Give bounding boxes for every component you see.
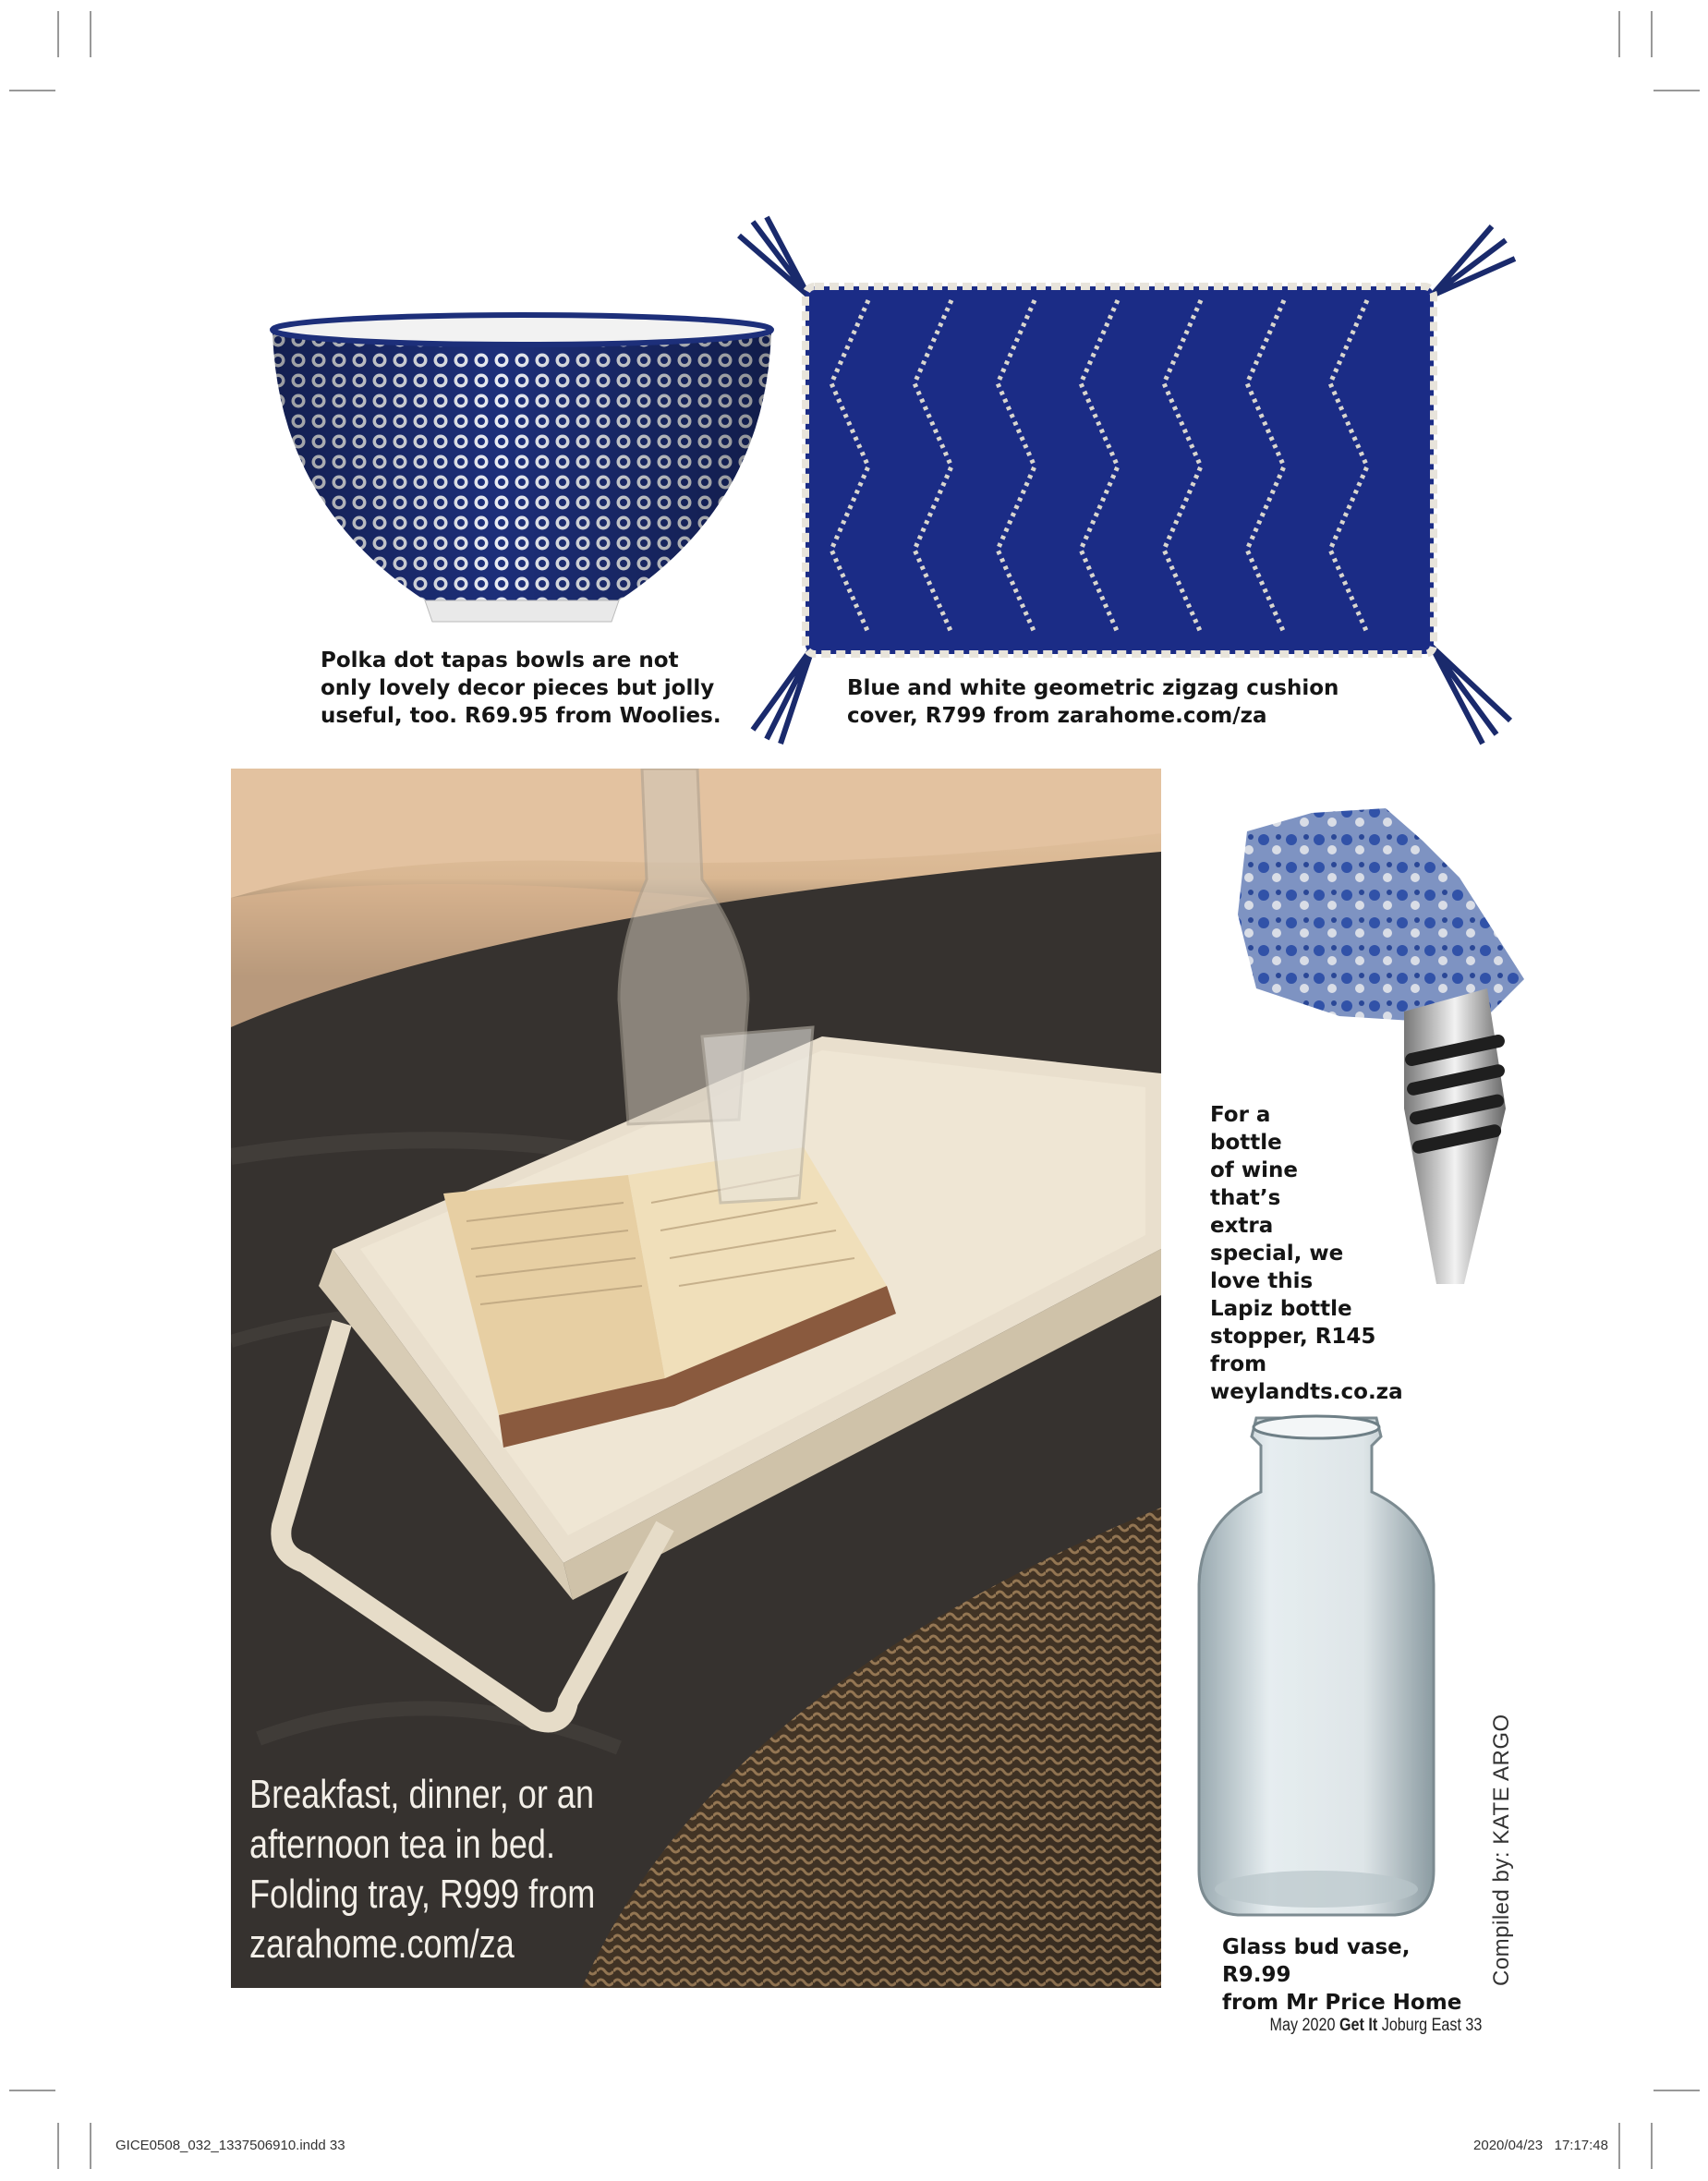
tray-caption — [249, 1770, 598, 1969]
crop-mark — [90, 2123, 91, 2169]
folio-publication: Get It — [1339, 2016, 1377, 2035]
crop-mark — [1653, 90, 1700, 91]
crop-mark — [1618, 11, 1620, 57]
stopper-caption-line: extra — [1210, 1214, 1274, 1238]
folio-edition: Joburg East — [1381, 2016, 1461, 2035]
folio-month: May 2020 — [1269, 2016, 1336, 2035]
crop-mark — [9, 2090, 55, 2091]
crop-mark — [1653, 2090, 1700, 2091]
crop-mark — [9, 90, 55, 91]
stopper-caption-line: Lapiz bottle — [1210, 1297, 1352, 1321]
stopper-caption-line: stopper, R145 from — [1210, 1325, 1376, 1376]
glass-bud-vase-image — [1192, 1409, 1441, 1926]
page-folio — [1269, 2016, 1482, 2036]
photo-credit: Compiled by: KATE ARGO — [1489, 1714, 1514, 1986]
zigzag-cushion-image — [730, 212, 1524, 748]
stopper-caption — [1210, 1101, 1432, 1406]
cushion-caption: Blue and white geometric zigzag cushion cover, R799 from zarahome.com/za — [847, 676, 1339, 728]
stopper-caption-line: love this — [1210, 1269, 1314, 1293]
folio-page-number: 33 — [1465, 2016, 1482, 2035]
bowl-caption: Polka dot tapas bowls are not only lovely decor pieces but jolly useful, too. R69.95 from Woolies. — [321, 648, 721, 728]
stopper-caption-line: special, we — [1210, 1242, 1344, 1266]
tray-caption-line: afternoon tea in bed. — [249, 1822, 555, 1867]
stopper-caption-line: bottle — [1210, 1131, 1282, 1155]
slug-filename: GICE0508_032_1337506910.indd 33 — [115, 2138, 345, 2153]
vase-caption-line: from Mr Price Home — [1222, 1991, 1462, 2015]
crop-mark — [57, 11, 59, 57]
stopper-caption-line: of wine — [1210, 1158, 1298, 1182]
folding-tray-photo — [231, 769, 1161, 1988]
tray-caption-line: zarahome.com/za — [249, 1921, 515, 1967]
stopper-caption-line: weylandts.co.za — [1210, 1380, 1403, 1404]
polka-dot-bowl-image — [268, 309, 776, 633]
tray-caption-line: Folding tray, R999 from — [249, 1872, 596, 1917]
crop-mark — [1651, 11, 1653, 57]
vase-caption-line: Glass bud vase, R9.99 — [1222, 1935, 1411, 1987]
crop-mark — [1618, 2123, 1620, 2169]
crop-mark — [57, 2123, 59, 2169]
vase-caption — [1222, 1933, 1481, 2017]
stopper-caption-line: that’s — [1210, 1186, 1281, 1210]
slug-timestamp: 2020/04/23 17:17:48 — [1473, 2138, 1608, 2153]
crop-mark — [1651, 2123, 1653, 2169]
stopper-caption-line: For a — [1210, 1103, 1271, 1127]
tray-caption-line: Breakfast, dinner, or an — [249, 1772, 595, 1817]
crop-mark — [90, 11, 91, 57]
